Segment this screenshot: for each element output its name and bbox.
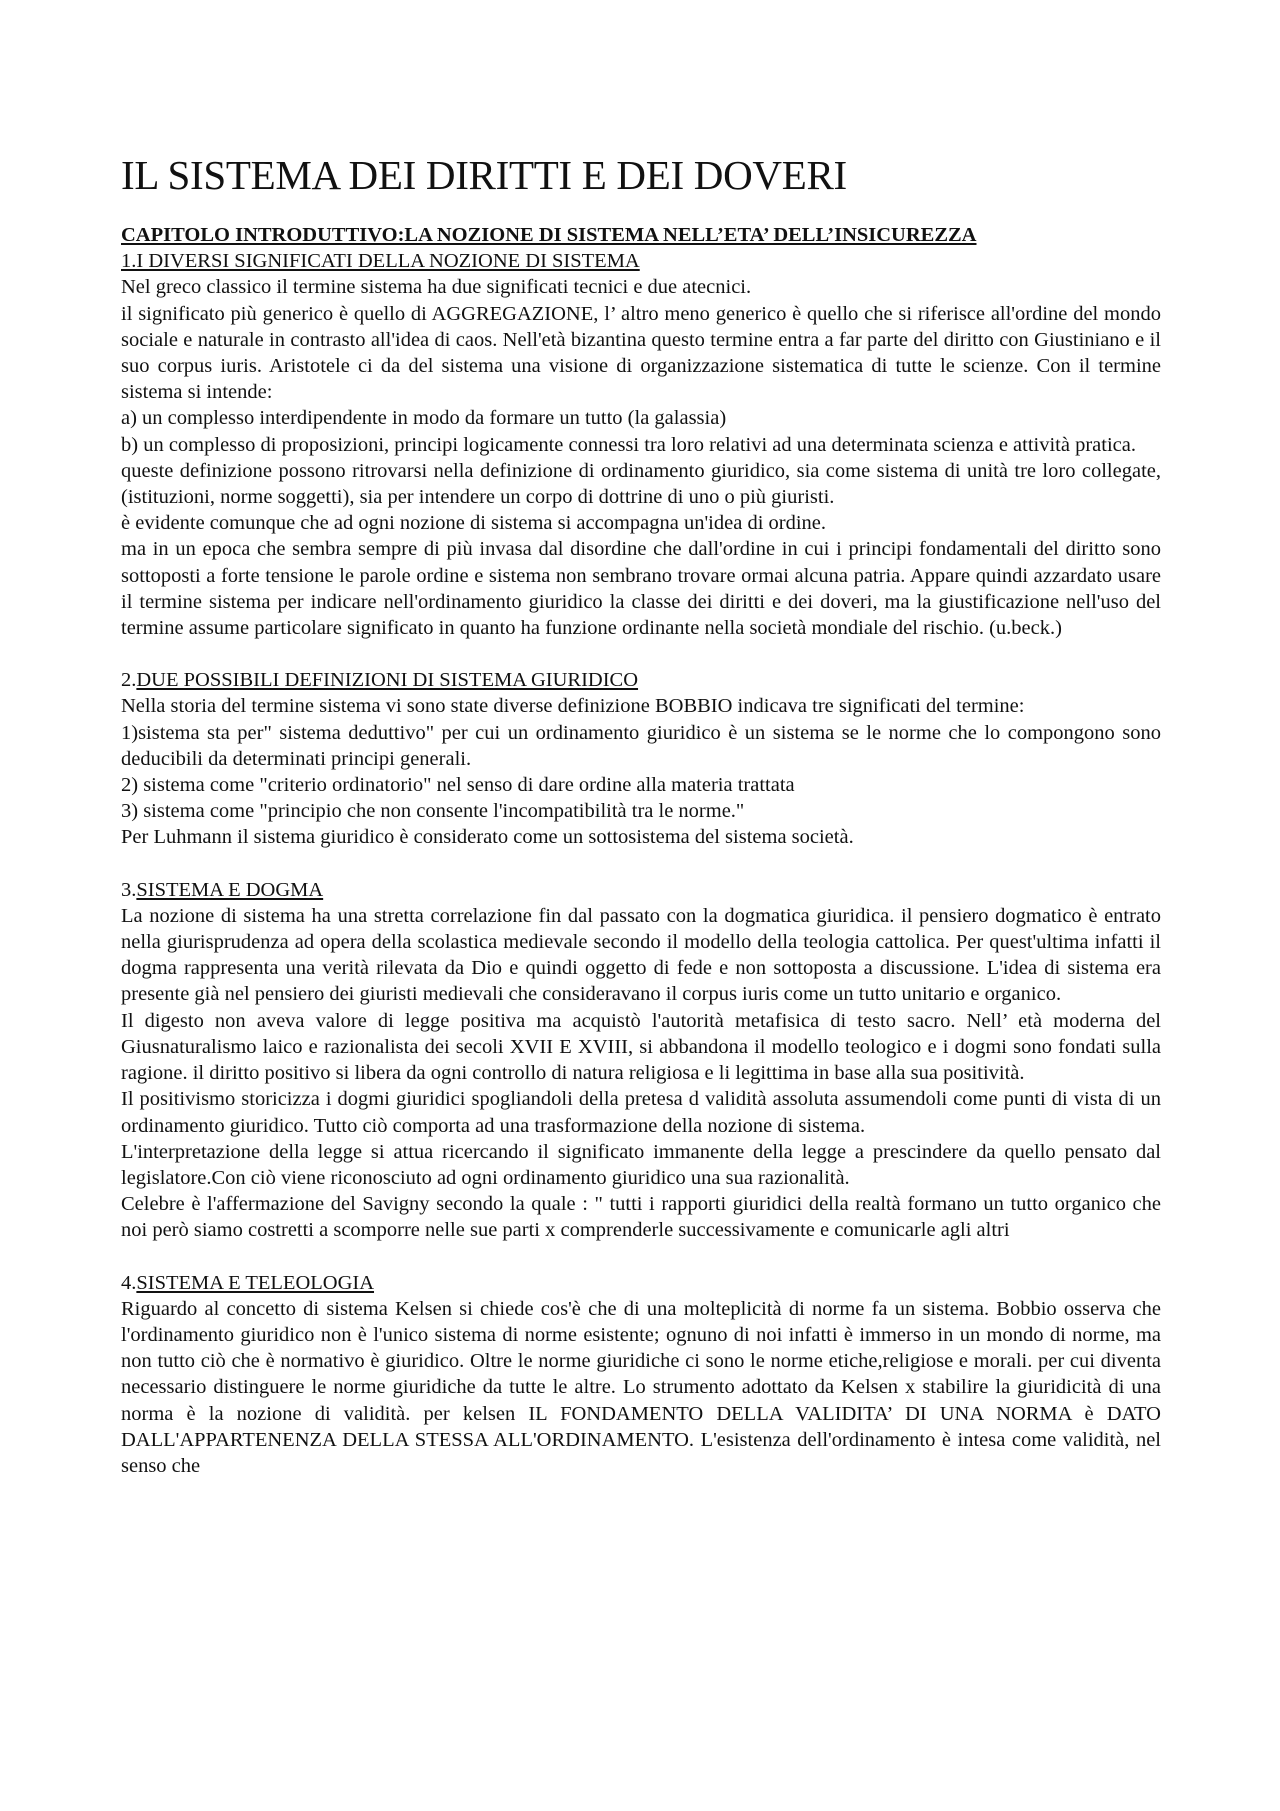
paragraph: 3) sistema come "principio che non consente l'incompatibilità tra le norme." [121,800,745,823]
section-heading [121,667,1161,693]
spacer [121,1244,1161,1270]
section-number: 3. [121,878,137,901]
section-3 [121,877,1161,1244]
paragraph: La nozione di sistema ha una stretta correlazione fin dal passato con la dogmatica giuridica. il pensiero dogmatico è entrato nella giurisprudenza ad opera della scolastica medievale secondo il modello della teologia cattolica. Per quest'ultima infatti il dogma rappresenta una verità rilevata da Dio e quindi oggetto di fede e non sottoposta a discussione. L'idea di sistema era presente già nel pensiero dei giuristi medievali che consideravano il corpus iuris come un tutto unitario e organico. [121,904,1161,1006]
section-heading [121,877,1161,903]
section-1 [121,248,1161,641]
chapter-title: CAPITOLO INTRODUTTIVO:LA NOZIONE DI SISTEMA NELL’ETA’ DELL’INSICUREZZA [121,224,977,246]
paragraph: il significato più generico è quello di AGGREGAZIONE, l’ altro meno generico è quello che si riferisce all'ordine del mondo sociale e naturale in contrasto all'idea di caos. Nell'età bizantina questo termine entra a far parte del diritto con Giustiniano e il suo corpus iuris. Aristotele ci da del sistema una visione di organizzazione sistematica di tutte le scienze. Con il termine sistema si intende: [121,302,1161,404]
paragraph: L'interpretazione della legge si attua ricercando il significato immanente della legge a prescindere da quello pensato dal legislatore.Con ciò viene riconosciuto ad ogni ordinamento giuridico una sua razionalità. [121,1140,1161,1189]
document-page [121,150,1161,1479]
section-heading-text: 1.I DIVERSI SIGNIFICATI DELLA NOZIONE DI SISTEMA [121,250,640,273]
section-heading [121,1270,1161,1296]
section-heading-text: SISTEMA E DOGMA [136,878,324,901]
section-2 [121,667,1161,850]
paragraph: 2) sistema come "criterio ordinatorio" nel senso di dare ordine alla materia trattata [121,774,795,797]
section-number: 2. [121,669,137,692]
spacer [121,641,1161,667]
section-heading-text: DUE POSSIBILI DEFINIZIONI DI SISTEMA GIURIDICO [136,669,639,692]
paragraph: è evidente comunque che ad ogni nozione di sistema si accompagna un'idea di ordine. [121,512,827,535]
paragraph: queste definizione possono ritrovarsi nella definizione di ordinamento giuridico, sia come sistema di unità tre loro collegate, (istituzioni, norme soggetti), sia per intendere un corpo di dottrine di uno o più giuristi. [121,459,1161,509]
paragraph: Il digesto non aveva valore di legge positiva ma acquistò l'autorità metafisica di testo sacro. Nell’ età moderna del Giusnaturalismo laico e razionalista dei secoli XVII E XVIII, si abbandona il modello teologico e i dogmi sono fondati sulla ragione. il diritto positivo si libera da ogni controllo di natura religiosa e li legittima in base alla sua positività. [121,1009,1161,1085]
paragraph: a) un complesso interdipendente in modo da formare un tutto (la galassia) [121,407,727,430]
spacer [121,851,1161,877]
paragraph: Nella storia del termine sistema vi sono state diverse definizione BOBBIO indicava tre significati del termine: [121,695,1025,718]
paragraph: Nel greco classico il termine sistema ha due significati tecnici e due atecnici. [121,276,752,299]
paragraph: 1)sistema sta per" sistema deduttivo" per cui un ordinamento giuridico è un sistema se le norme che lo compongono sono deducibili da determinati principi generali. [121,721,1161,770]
section-4 [121,1270,1161,1480]
paragraph: Per Luhmann il sistema giuridico è considerato come un sottosistema del sistema società. [121,826,854,849]
section-heading [121,248,1161,274]
document-title: IL SISTEMA DEI DIRITTI E DEI DOVERI [121,152,847,198]
paragraph: Riguardo al concetto di sistema Kelsen si chiede cos'è che di una molteplicità di norme fa un sistema. Bobbio osserva che l'ordinamento giuridico non è l'unico sistema di norme esistente; ognuno di noi infatti è immerso in un mondo di norme, ma non tutto ciò che è normativo è giuridico. Oltre le norme giuridiche ci sono le norme etiche,religiose e morali. per cui diventa necessario distinguere le norme giuridiche da tutte le altre. Lo strumento adottato da Kelsen x stabilire la giuridicità di una norma è la nozione di validità. per kelsen IL FONDAMENTO DELLA VALIDITA’ DI UNA NORMA è DATO DALL'APPARTENENZA DELLA STESSA ALL'ORDINAMENTO. L'esistenza dell'ordinamento è intesa come validità, nel senso che [121,1297,1161,1477]
paragraph: Celebre è l'affermazione del Savigny secondo la quale : " tutti i rapporti giuridici della realtà formano un tutto organico che noi però siamo costretti a scomporre nelle sue parti x comprenderle successivamente e comunicarle agli altri [121,1193,1161,1242]
section-number: 4. [121,1271,137,1294]
paragraph: b) un complesso di proposizioni, principi logicamente connessi tra loro relativi ad una determinata scienza e attività pratica. [121,433,1136,456]
paragraph: ma in un epoca che sembra sempre di più invasa dal disordine che dall'ordine in cui i principi fondamentali del diritto sono sottoposti a forte tensione le parole ordine e sistema non sembrano trovare ormai alcuna patria. Appare quindi azzardato usare il termine sistema per indicare nell'ordinamento giuridico la classe dei diritti e dei doveri, ma la giustificazione nell'uso del termine assume particolare significato in quanto ha funzione ordinante nella società mondiale del rischio. (u.beck.) [121,538,1161,640]
paragraph: Il positivismo storicizza i dogmi giuridici spogliandoli della pretesa d validità assoluta assumendoli come punti di vista di un ordinamento giuridico. Tutto ciò comporta ad una trasformazione della nozione di sistema. [121,1088,1161,1137]
section-heading-text: SISTEMA E TELEOLOGIA [136,1271,375,1294]
